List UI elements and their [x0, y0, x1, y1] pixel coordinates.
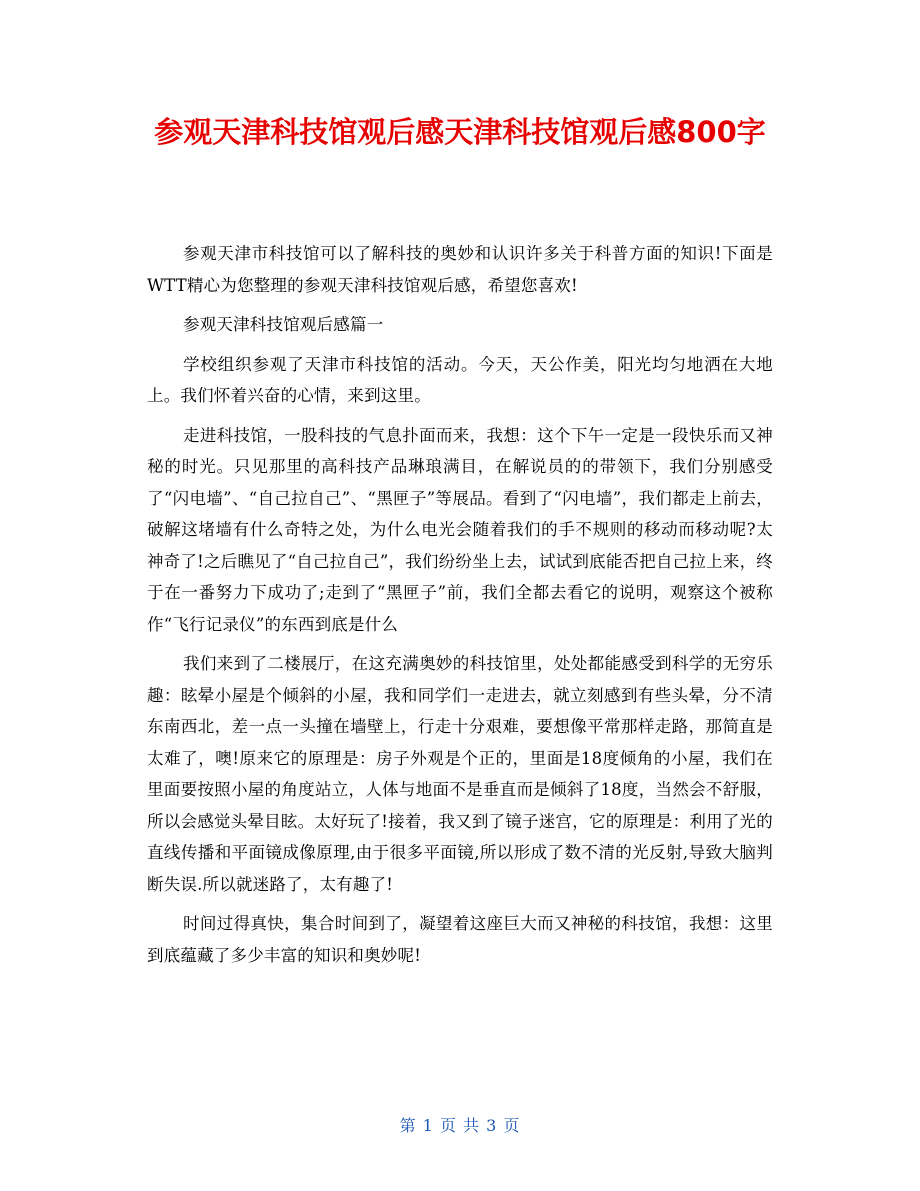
- document-body: [147, 238, 773, 979]
- body-paragraph: 走进科技馆，一股科技的气息扑面而来，我想：这个下午一定是一段快乐而又神秘的时光。只见那里的高科技产品琳琅满目，在解说员的的带领下，我们分别感受了“闪电墙”、“自己拉自己”、“黑匣子”等展品。看到了“闪电墙”，我们都走上前去，破解这堵墙有什么奇特之处，为什么电光会随着我们的手不规则的移动而移动呢?太神奇了!之后瞧见了“自己拉自己”，我们纷纷坐上去，试试到底能否把自己拉上来，终于在一番努力下成功了;走到了“黑匣子”前，我们全都去看它的说明，观察这个被称作“飞行记录仪”的东西到底是什么: [147, 425, 773, 634]
- body-paragraph: 学校组织参观了天津市科技馆的活动。今天，天公作美，阳光均匀地洒在大地上。我们怀着兴奋的心情，来到这里。: [147, 354, 773, 405]
- section-heading: 参观天津科技馆观后感篇一: [183, 315, 384, 334]
- body-paragraph: 时间过得真快，集合时间到了，凝望着这座巨大而又神秘的科技馆，我想：这里到底蕴藏了多少丰富的知识和奥妙呢!: [147, 914, 773, 965]
- intro-paragraph: 参观天津市科技馆可以了解科技的奥妙和认识许多关于科普方面的知识!下面是WTT精心为您整理的参观天津科技馆观后感，希望您喜欢!: [147, 244, 773, 295]
- page-number-footer: 第 1 页 共 3 页: [399, 1116, 521, 1135]
- document-title: 参观天津科技馆观后感天津科技馆观后感800字: [154, 115, 766, 149]
- body-paragraph: 我们来到了二楼展厅，在这充满奥妙的科技馆里，处处都能感受到科学的无穷乐趣：眩晕小屋是个倾斜的小屋，我和同学们一走进去，就立刻感到有些头晕，分不清东南西北，差一点一头撞在墙壁上，行走十分艰难，要想像平常那样走路，那简直是太难了，噢!原来它的原理是：房子外观是个正的，里面是18度倾角的小屋，我们在里面要按照小屋的角度站立，人体与地面不是垂直而是倾斜了18度，当然会不舒服，所以会感觉头晕目眩。太好玩了!接着，我又到了镜子迷宫，它的原理是：利用了光的直线传播和平面镜成像原理,由于很多平面镜,所以形成了数不清的光反射,导致大脑判断失误.所以就迷路了，太有趣了!: [147, 654, 773, 894]
